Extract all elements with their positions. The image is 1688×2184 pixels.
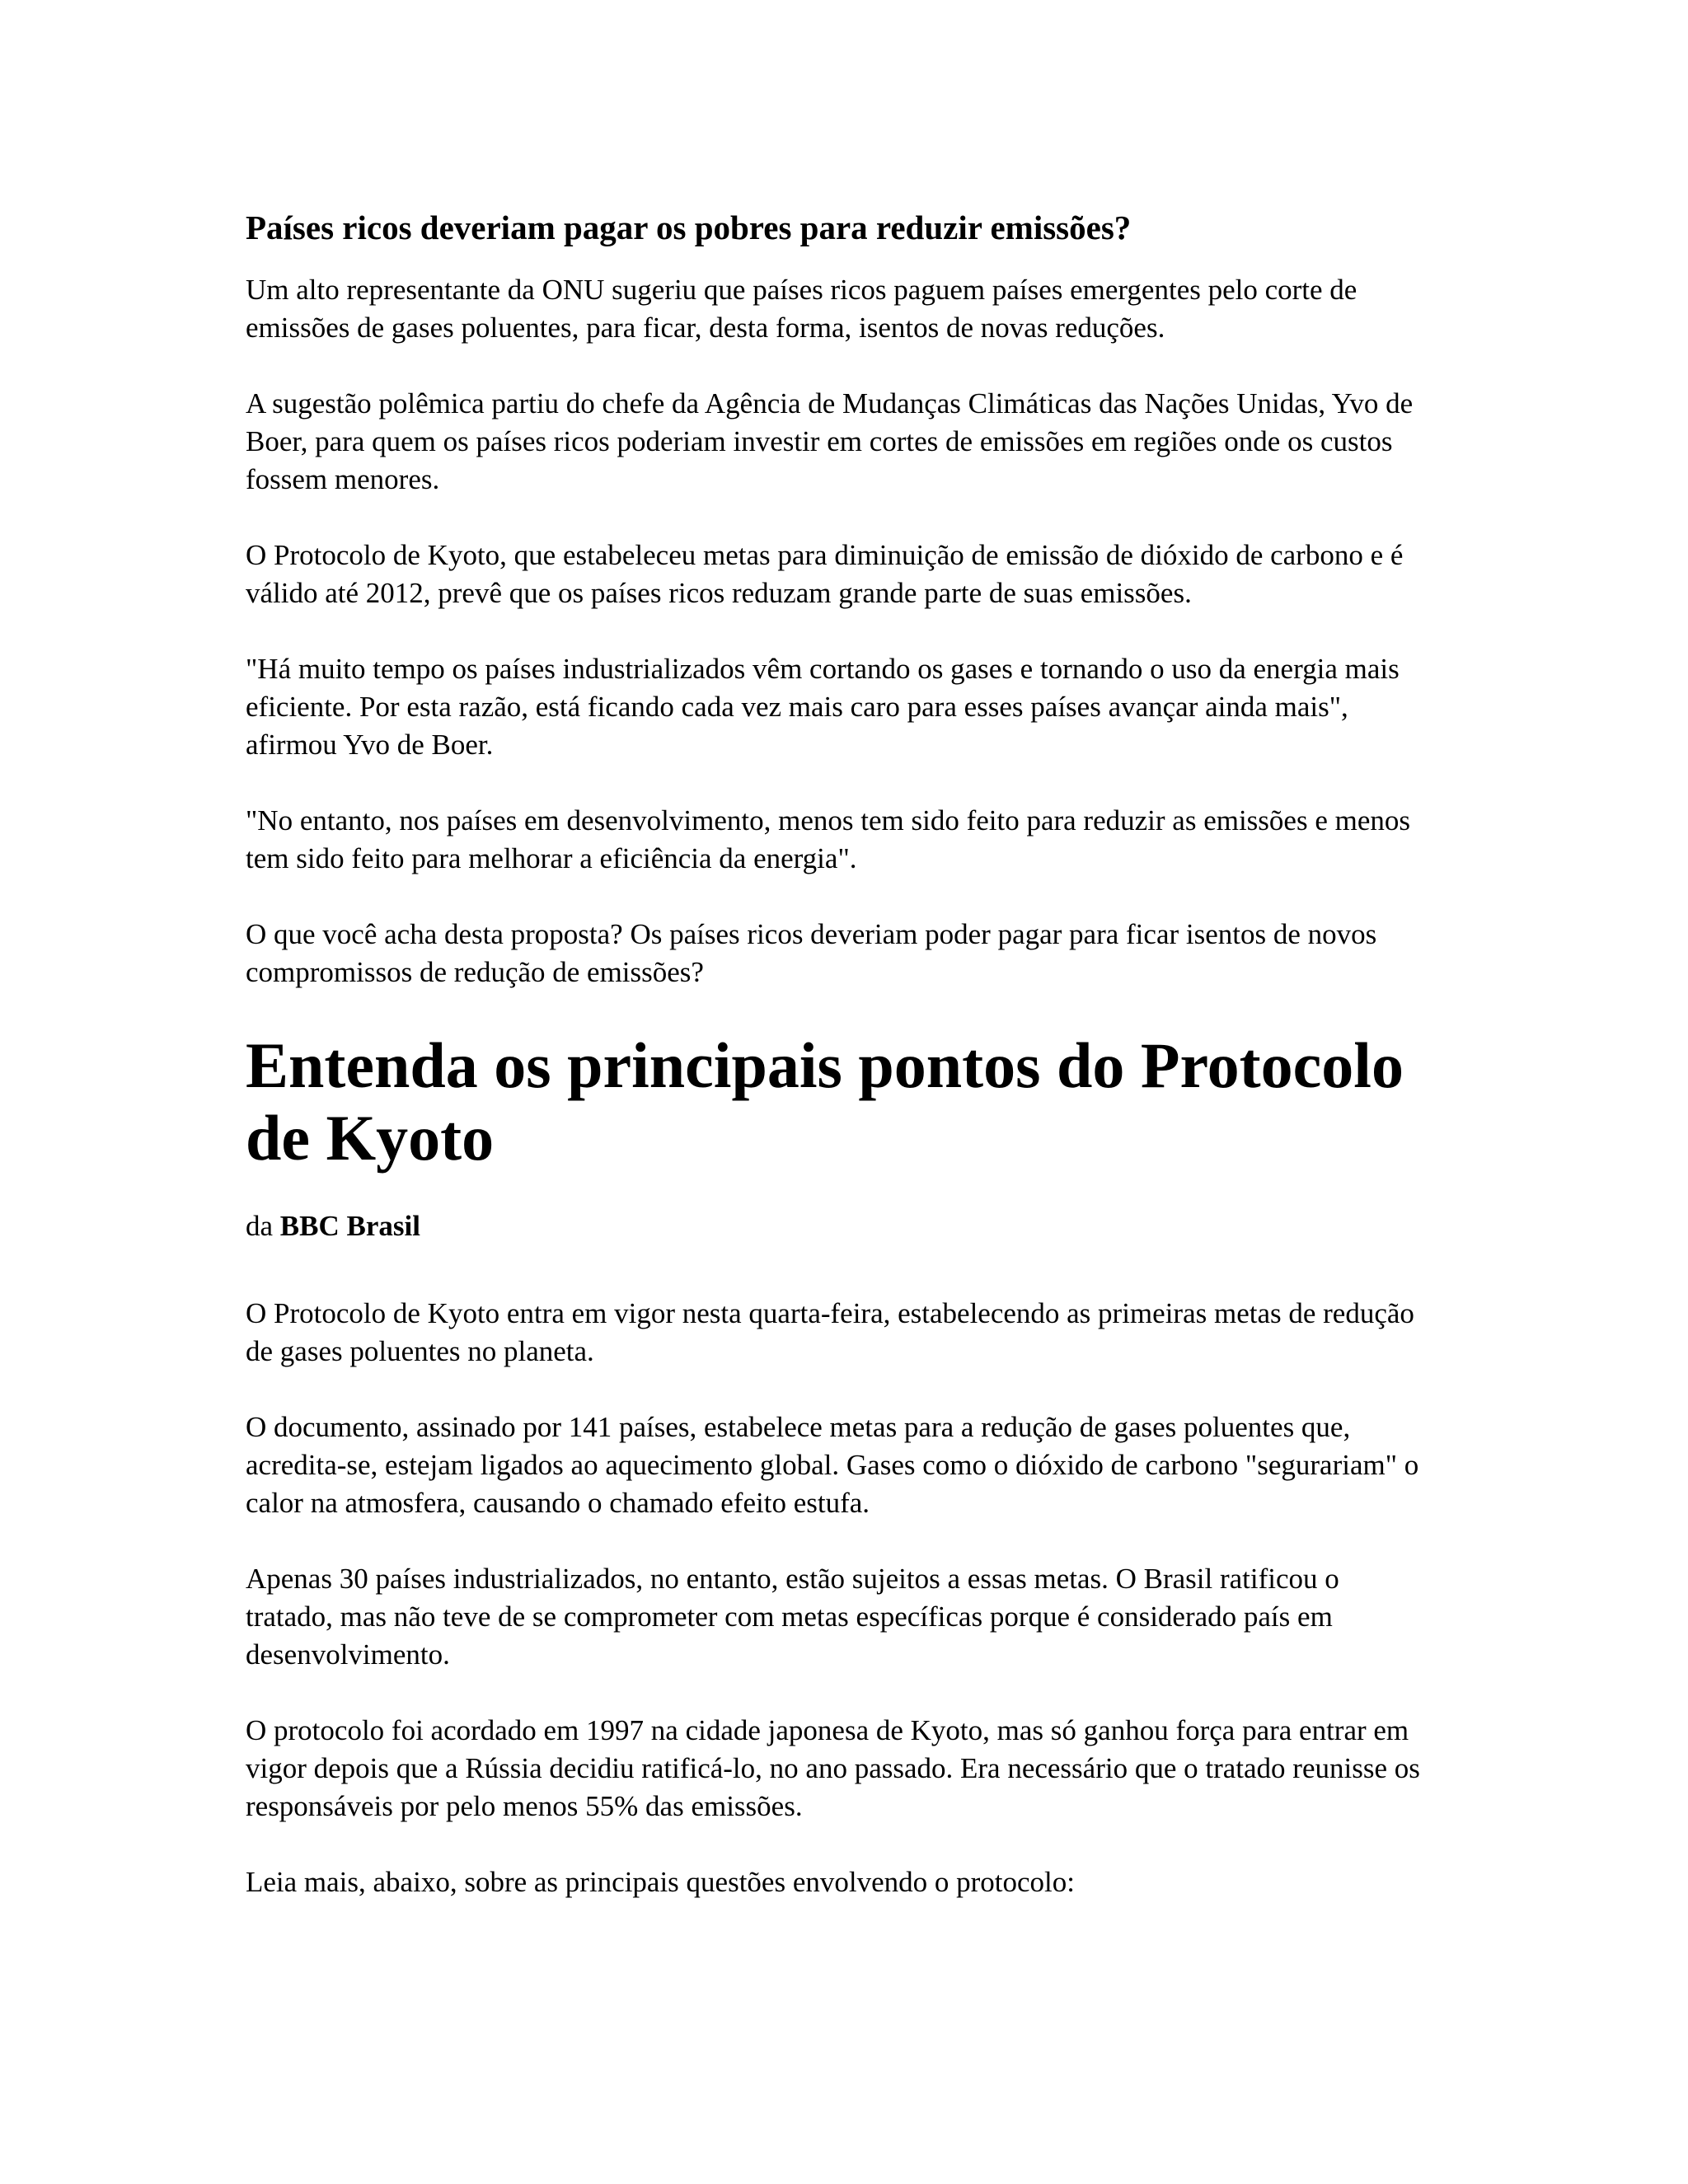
document-page [246, 208, 1432, 1939]
main-headline: Entenda os principais pontos do Protocolo de Kyoto [246, 1029, 1404, 1174]
article-paragraph: O Protocolo de Kyoto, que estabeleceu metas para diminuição de emissão de dióxido de carbono e é válido até 2012, prevê que os países ricos reduzam grande parte de suas emissões. [246, 539, 1404, 610]
article-paragraph: Apenas 30 países industrializados, no entanto, estão sujeitos a essas metas. O Brasil ratificou o tratado, mas não teve de se comprometer com metas específicas porque é considerado país em desenvolvimento. [246, 1563, 1339, 1671]
article-paragraph: O documento, assinado por 141 países, estabelece metas para a redução de gases poluentes que, acredita-se, estejam ligados ao aquecimento global. Gases como o dióxido de carbono "segurariam" o calor na atmosfera, causando o chamado efeito estufa. [246, 1411, 1419, 1520]
article-paragraph: O que você acha desta proposta? Os países ricos deveriam poder pagar para ficar isentos de novos compromissos de redução de emissões? [246, 918, 1377, 989]
article-paragraph: "No entanto, nos países em desenvolvimento, menos tem sido feito para reduzir as emissões e menos tem sido feito para melhorar a eficiência da energia". [246, 804, 1410, 875]
article-paragraph: A sugestão polêmica partiu do chefe da Agência de Mudanças Climáticas das Nações Unidas, Yvo de Boer, para quem os países ricos poderiam investir em cortes de emissões em regiões onde os custos fossem menores. [246, 387, 1414, 496]
article-paragraph: "Há muito tempo os países industrializados vêm cortando os gases e tornando o uso da energia mais eficiente. Por esta razão, está ficando cada vez mais caro para esses países avançar ainda mais", afirmou Yvo de Boer. [246, 653, 1400, 762]
article-paragraph: O Protocolo de Kyoto entra em vigor nesta quarta-feira, estabelecendo as primeiras metas de redução de gases poluentes no planeta. [246, 1297, 1414, 1368]
article-question-title: Países ricos deveriam pagar os pobres para reduzir emissões? [246, 209, 1132, 246]
byline-prefix: da [246, 1210, 274, 1243]
article-paragraph: Leia mais, abaixo, sobre as principais questões envolvendo o protocolo: [246, 1866, 1075, 1899]
article-paragraph: Um alto representante da ONU sugeriu que países ricos paguem países emergentes pelo corte de emissões de gases poluentes, para ficar, desta forma, isentos de novas reduções. [246, 274, 1357, 344]
byline-source: BBC Brasil [279, 1210, 420, 1243]
article-paragraph: O protocolo foi acordado em 1997 na cidade japonesa de Kyoto, mas só ganhou força para entrar em vigor depois que a Rússia decidiu ratificá-lo, no ano passado. Era necessário que o tratado reunisse os responsáveis por pelo menos 55% das emissões. [246, 1714, 1420, 1823]
byline [246, 1207, 1432, 1245]
